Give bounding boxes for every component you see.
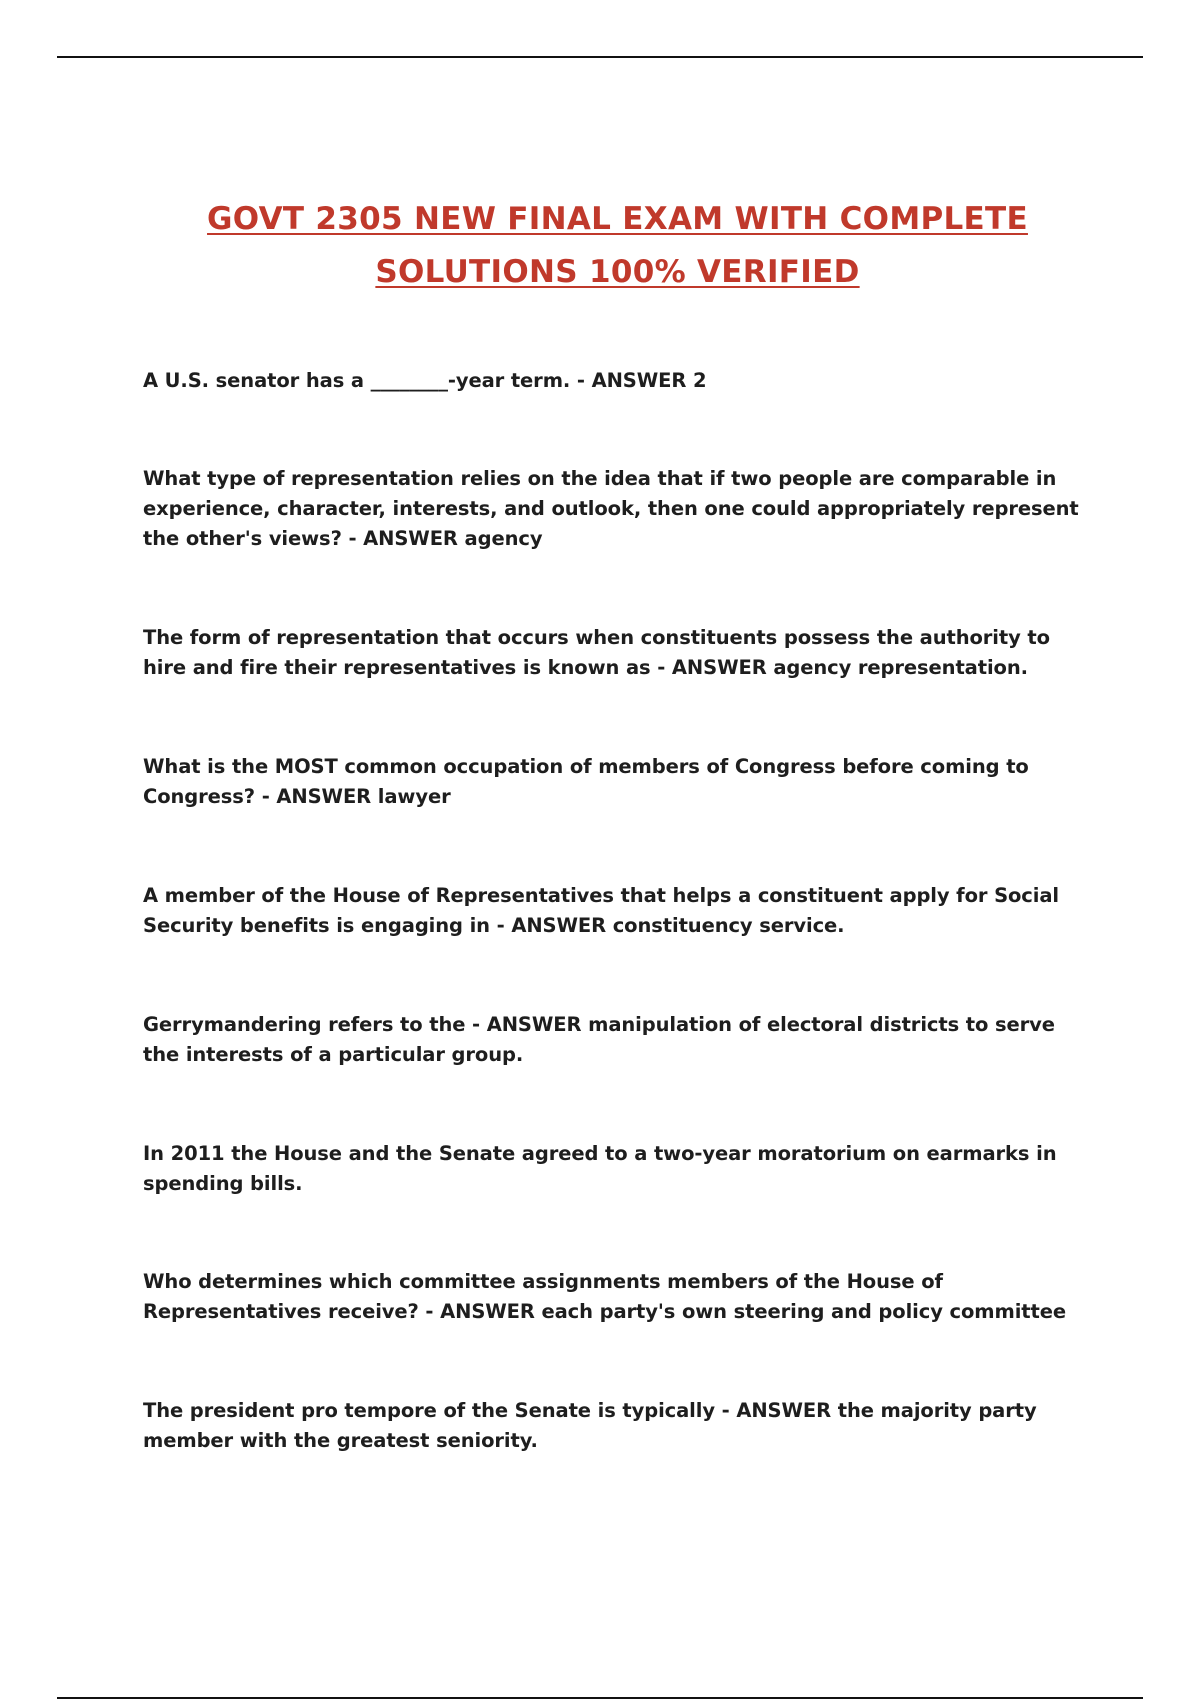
qa-item: A U.S. senator has a ________-year term. - ANSWER 2 <box>143 369 707 392</box>
document-title: GOVT 2305 NEW FINAL EXAM WITH COMPLETE SOLUTIONS 100% VERIFIED <box>207 201 1028 290</box>
qa-item: The form of representation that occurs when constituents possess the authority to hire and fire their representatives is known as - ANSWER agency representation. <box>143 626 1050 679</box>
qa-item: What is the MOST common occupation of members of Congress before coming to Congress? - ANSWER lawyer <box>143 755 1029 808</box>
qa-item: Gerrymandering refers to the - ANSWER manipulation of electoral districts to serve the interests of a particular group. <box>143 1013 1055 1066</box>
qa-item: The president pro tempore of the Senate is typically - ANSWER the majority party member with the greatest seniority. <box>143 1399 1037 1452</box>
qa-item: In 2011 the House and the Senate agreed to a two-year moratorium on earmarks in spending bills. <box>143 1142 1057 1195</box>
qa-item: A member of the House of Representatives that helps a constituent apply for Social Security benefits is engaging in - ANSWER constituency service. <box>143 884 1059 937</box>
qa-item: Who determines which committee assignments members of the House of Representatives receive? - ANSWER each party's own steering and policy committee <box>143 1270 1066 1323</box>
qa-item: What type of representation relies on the idea that if two people are comparable in experience, character, interests, and outlook, then one could appropriately represent the other's views? - ANSWER agency <box>143 467 1079 550</box>
footer-rule <box>57 1697 1143 1699</box>
header-rule <box>57 56 1143 58</box>
